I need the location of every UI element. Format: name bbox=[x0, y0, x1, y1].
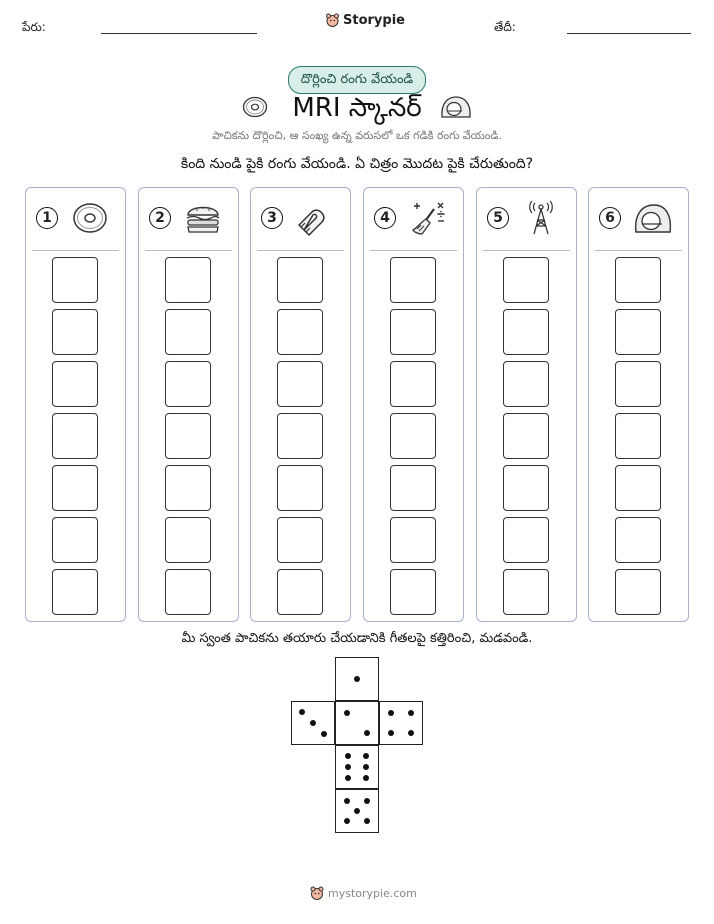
bear-icon bbox=[310, 886, 324, 901]
instruction: కింది నుండి పైకి రంగు వేయండి. ఏ చిత్రం మొదట పైకి చేరుతుంది? bbox=[180, 156, 534, 172]
color-box[interactable] bbox=[52, 413, 98, 459]
page-title: MRI స్కానర్ bbox=[292, 93, 422, 123]
date-label: తేదీ: bbox=[494, 20, 516, 34]
roll-and-color-badge: దొర్లించి రంగు వేయండి bbox=[288, 66, 426, 94]
column-number: 1 bbox=[36, 207, 58, 229]
color-box[interactable] bbox=[390, 465, 436, 511]
donut-icon bbox=[70, 200, 110, 236]
column-number: 4 bbox=[374, 207, 396, 229]
color-box[interactable] bbox=[615, 413, 661, 459]
column-4 bbox=[363, 187, 464, 622]
color-box[interactable] bbox=[165, 413, 211, 459]
divider bbox=[32, 250, 119, 251]
color-box[interactable] bbox=[165, 517, 211, 563]
color-box[interactable] bbox=[277, 257, 323, 303]
dice-face-6 bbox=[335, 745, 379, 789]
name-label: పేరు: bbox=[22, 20, 46, 34]
color-box[interactable] bbox=[277, 465, 323, 511]
color-box[interactable] bbox=[277, 309, 323, 355]
paintbrush-math-icon bbox=[408, 200, 448, 236]
color-box[interactable] bbox=[165, 465, 211, 511]
color-box[interactable] bbox=[52, 569, 98, 615]
color-box[interactable] bbox=[615, 257, 661, 303]
color-box[interactable] bbox=[390, 413, 436, 459]
brand-name: Storypie bbox=[343, 13, 405, 28]
footer bbox=[310, 886, 417, 901]
color-box[interactable] bbox=[390, 361, 436, 407]
divider bbox=[483, 250, 570, 251]
color-box[interactable] bbox=[277, 569, 323, 615]
color-box[interactable] bbox=[390, 517, 436, 563]
mri-machine-icon bbox=[439, 94, 473, 120]
color-box[interactable] bbox=[52, 309, 98, 355]
column-1 bbox=[25, 187, 126, 622]
color-box[interactable] bbox=[165, 569, 211, 615]
color-box[interactable] bbox=[615, 569, 661, 615]
divider bbox=[257, 250, 344, 251]
column-number: 6 bbox=[599, 207, 621, 229]
dice-face-1 bbox=[335, 657, 379, 701]
color-box[interactable] bbox=[503, 465, 549, 511]
name-line[interactable] bbox=[101, 33, 257, 34]
color-box[interactable] bbox=[277, 413, 323, 459]
bear-icon bbox=[326, 13, 339, 28]
footer-url[interactable]: mystorypie.com bbox=[328, 887, 417, 900]
brand-logo bbox=[326, 13, 405, 28]
column-number: 3 bbox=[261, 207, 283, 229]
dice-face-4 bbox=[379, 701, 423, 745]
color-box[interactable] bbox=[503, 257, 549, 303]
divider bbox=[145, 250, 232, 251]
mri-machine-icon bbox=[633, 200, 673, 236]
divider bbox=[595, 250, 682, 251]
color-box[interactable] bbox=[165, 309, 211, 355]
color-box[interactable] bbox=[615, 309, 661, 355]
column-number: 2 bbox=[149, 207, 171, 229]
column-2 bbox=[138, 187, 239, 622]
subtitle: పాచికను దొర్లించి, ఆ సంఖ్య ఉన్న వరుసలో ఒక గడికి రంగు వేయండి. bbox=[212, 129, 502, 142]
color-box[interactable] bbox=[503, 413, 549, 459]
color-box[interactable] bbox=[503, 569, 549, 615]
color-box[interactable] bbox=[165, 361, 211, 407]
magnet-icon bbox=[295, 200, 335, 236]
color-box[interactable] bbox=[503, 517, 549, 563]
column-number: 5 bbox=[487, 207, 509, 229]
color-box[interactable] bbox=[277, 517, 323, 563]
column-3 bbox=[250, 187, 351, 622]
color-box[interactable] bbox=[503, 309, 549, 355]
color-box[interactable] bbox=[615, 465, 661, 511]
color-box[interactable] bbox=[503, 361, 549, 407]
color-box[interactable] bbox=[165, 257, 211, 303]
dice-face-3 bbox=[291, 701, 335, 745]
color-box[interactable] bbox=[390, 309, 436, 355]
column-6 bbox=[588, 187, 689, 622]
radio-tower-icon bbox=[521, 200, 561, 236]
color-box[interactable] bbox=[52, 257, 98, 303]
color-box[interactable] bbox=[277, 361, 323, 407]
color-box[interactable] bbox=[52, 465, 98, 511]
dice-face-2 bbox=[335, 701, 379, 745]
cut-instruction: మీ స్వంత పాచికను తయారు చేయడానికి గీతలపై కత్తిరించి, మడవండి. bbox=[181, 631, 533, 646]
color-box[interactable] bbox=[52, 517, 98, 563]
color-box[interactable] bbox=[52, 361, 98, 407]
color-box[interactable] bbox=[615, 517, 661, 563]
color-box[interactable] bbox=[615, 361, 661, 407]
color-box[interactable] bbox=[390, 257, 436, 303]
divider bbox=[370, 250, 457, 251]
color-box[interactable] bbox=[390, 569, 436, 615]
date-line[interactable] bbox=[567, 33, 691, 34]
column-5 bbox=[476, 187, 577, 622]
burger-icon bbox=[183, 200, 223, 236]
dice-face-5 bbox=[335, 789, 379, 833]
